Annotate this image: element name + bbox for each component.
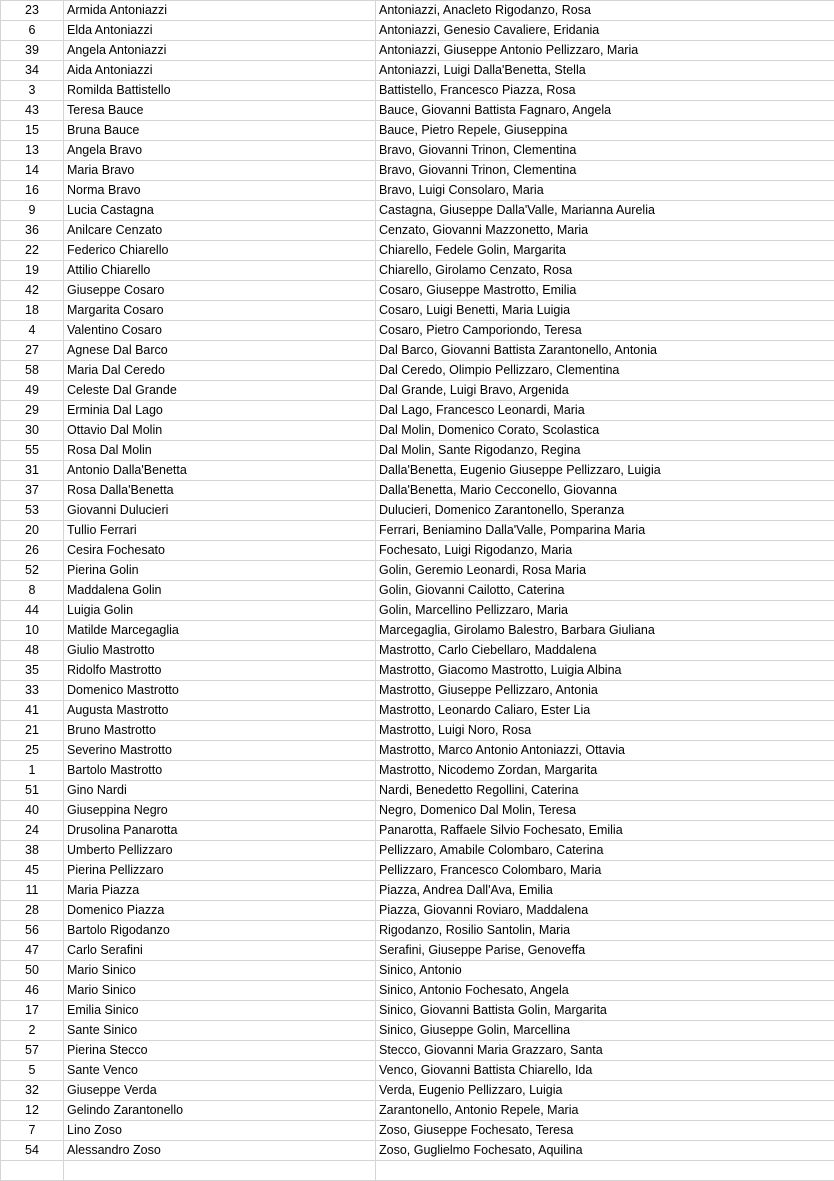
name-cell[interactable]: Lino Zoso bbox=[64, 1121, 376, 1141]
parents-cell[interactable]: Zarantonello, Antonio Repele, Maria bbox=[376, 1101, 834, 1121]
table-row bbox=[1, 241, 834, 261]
parents-cell[interactable]: Dal Ceredo, Olimpio Pellizzaro, Clementina bbox=[376, 361, 834, 381]
table-row bbox=[1, 1141, 834, 1161]
table-row bbox=[1, 281, 834, 301]
table-row bbox=[1, 1061, 834, 1081]
parents-cell[interactable]: Venco, Giovanni Battista Chiarello, Ida bbox=[376, 1061, 834, 1081]
parents-cell[interactable]: Sinico, Antonio bbox=[376, 961, 834, 981]
table-row bbox=[1, 81, 834, 101]
table-row bbox=[1, 701, 834, 721]
parents-cell[interactable]: Dalla'Benetta, Eugenio Giuseppe Pellizzaro, Luigia bbox=[376, 461, 834, 481]
table-row bbox=[1, 761, 834, 781]
table-row bbox=[1, 1101, 834, 1121]
id-cell[interactable]: 48 bbox=[1, 641, 64, 661]
id-cell[interactable]: 9 bbox=[1, 201, 64, 221]
parents-cell[interactable]: Sinico, Giuseppe Golin, Marcellina bbox=[376, 1021, 834, 1041]
parents-cell[interactable]: Chiarello, Fedele Golin, Margarita bbox=[376, 241, 834, 261]
empty-cell[interactable] bbox=[1, 1161, 64, 1181]
name-cell[interactable]: Umberto Pellizzaro bbox=[64, 841, 376, 861]
table-row bbox=[1, 121, 834, 141]
id-cell[interactable]: 31 bbox=[1, 461, 64, 481]
parents-cell[interactable]: Zoso, Giuseppe Fochesato, Teresa bbox=[376, 1121, 834, 1141]
id-cell[interactable]: 36 bbox=[1, 221, 64, 241]
id-cell[interactable]: 25 bbox=[1, 741, 64, 761]
table-row bbox=[1, 901, 834, 921]
name-cell[interactable]: Norma Bravo bbox=[64, 181, 376, 201]
parents-cell[interactable]: Chiarello, Girolamo Cenzato, Rosa bbox=[376, 261, 834, 281]
table-row bbox=[1, 461, 834, 481]
id-cell[interactable]: 40 bbox=[1, 801, 64, 821]
table-row bbox=[1, 521, 834, 541]
table-row bbox=[1, 661, 834, 681]
name-cell[interactable]: Drusolina Panarotta bbox=[64, 821, 376, 841]
parents-cell[interactable]: Stecco, Giovanni Maria Grazzaro, Santa bbox=[376, 1041, 834, 1061]
parents-cell[interactable]: Mastrotto, Giuseppe Pellizzaro, Antonia bbox=[376, 681, 834, 701]
id-cell[interactable]: 43 bbox=[1, 101, 64, 121]
id-cell[interactable]: 29 bbox=[1, 401, 64, 421]
id-cell[interactable]: 15 bbox=[1, 121, 64, 141]
parents-cell[interactable]: Piazza, Giovanni Roviaro, Maddalena bbox=[376, 901, 834, 921]
parents-cell[interactable]: Panarotta, Raffaele Silvio Fochesato, Emilia bbox=[376, 821, 834, 841]
name-cell[interactable]: Antonio Dalla'Benetta bbox=[64, 461, 376, 481]
id-cell[interactable]: 19 bbox=[1, 261, 64, 281]
id-cell[interactable]: 22 bbox=[1, 241, 64, 261]
id-cell[interactable]: 6 bbox=[1, 21, 64, 41]
id-cell[interactable]: 28 bbox=[1, 901, 64, 921]
id-cell[interactable]: 39 bbox=[1, 41, 64, 61]
name-cell[interactable]: Margarita Cosaro bbox=[64, 301, 376, 321]
parents-cell[interactable]: Bravo, Giovanni Trinon, Clementina bbox=[376, 141, 834, 161]
id-cell[interactable]: 53 bbox=[1, 501, 64, 521]
parents-cell[interactable]: Cenzato, Giovanni Mazzonetto, Maria bbox=[376, 221, 834, 241]
parents-cell[interactable]: Bravo, Giovanni Trinon, Clementina bbox=[376, 161, 834, 181]
id-cell[interactable]: 57 bbox=[1, 1041, 64, 1061]
id-cell[interactable]: 52 bbox=[1, 561, 64, 581]
table-row bbox=[1, 841, 834, 861]
table-row bbox=[1, 961, 834, 981]
name-cell[interactable]: Ridolfo Mastrotto bbox=[64, 661, 376, 681]
name-cell[interactable]: Federico Chiarello bbox=[64, 241, 376, 261]
parents-cell[interactable]: Cosaro, Luigi Benetti, Maria Luigia bbox=[376, 301, 834, 321]
name-cell[interactable]: Bartolo Rigodanzo bbox=[64, 921, 376, 941]
id-cell[interactable]: 26 bbox=[1, 541, 64, 561]
parents-cell[interactable]: Dal Molin, Domenico Corato, Scolastica bbox=[376, 421, 834, 441]
table-row bbox=[1, 261, 834, 281]
parents-cell[interactable]: Bauce, Pietro Repele, Giuseppina bbox=[376, 121, 834, 141]
id-cell[interactable]: 1 bbox=[1, 761, 64, 781]
id-cell[interactable]: 7 bbox=[1, 1121, 64, 1141]
name-cell[interactable]: Matilde Marcegaglia bbox=[64, 621, 376, 641]
table-row bbox=[1, 621, 834, 641]
name-cell[interactable]: Alessandro Zoso bbox=[64, 1141, 376, 1161]
id-cell[interactable]: 33 bbox=[1, 681, 64, 701]
table-row bbox=[1, 1081, 834, 1101]
name-cell[interactable]: Giulio Mastrotto bbox=[64, 641, 376, 661]
id-cell[interactable]: 16 bbox=[1, 181, 64, 201]
name-cell[interactable]: Gelindo Zarantonello bbox=[64, 1101, 376, 1121]
table-row bbox=[1, 681, 834, 701]
id-cell[interactable]: 12 bbox=[1, 1101, 64, 1121]
id-cell[interactable]: 21 bbox=[1, 721, 64, 741]
table-row bbox=[1, 501, 834, 521]
name-cell[interactable]: Maria Bravo bbox=[64, 161, 376, 181]
table-row bbox=[1, 601, 834, 621]
parents-cell[interactable]: Sinico, Antonio Fochesato, Angela bbox=[376, 981, 834, 1001]
name-cell[interactable]: Erminia Dal Lago bbox=[64, 401, 376, 421]
table-row bbox=[1, 881, 834, 901]
name-cell[interactable]: Aida Antoniazzi bbox=[64, 61, 376, 81]
name-cell[interactable]: Angela Antoniazzi bbox=[64, 41, 376, 61]
id-cell[interactable]: 45 bbox=[1, 861, 64, 881]
table-row bbox=[1, 801, 834, 821]
id-cell[interactable]: 18 bbox=[1, 301, 64, 321]
empty-cell[interactable] bbox=[376, 1161, 834, 1181]
parents-cell[interactable]: Pellizzaro, Francesco Colombaro, Maria bbox=[376, 861, 834, 881]
name-cell[interactable]: Ottavio Dal Molin bbox=[64, 421, 376, 441]
name-cell[interactable]: Tullio Ferrari bbox=[64, 521, 376, 541]
table-row bbox=[1, 201, 834, 221]
table-row bbox=[1, 61, 834, 81]
id-cell[interactable]: 49 bbox=[1, 381, 64, 401]
name-cell[interactable]: Rosa Dal Molin bbox=[64, 441, 376, 461]
id-cell[interactable]: 38 bbox=[1, 841, 64, 861]
table-row bbox=[1, 561, 834, 581]
name-cell[interactable]: Maddalena Golin bbox=[64, 581, 376, 601]
parents-cell[interactable]: Castagna, Giuseppe Dalla'Valle, Marianna Aurelia bbox=[376, 201, 834, 221]
parents-cell[interactable]: Battistello, Francesco Piazza, Rosa bbox=[376, 81, 834, 101]
name-cell[interactable]: Maria Dal Ceredo bbox=[64, 361, 376, 381]
id-cell[interactable]: 14 bbox=[1, 161, 64, 181]
name-cell[interactable]: Severino Mastrotto bbox=[64, 741, 376, 761]
parents-cell[interactable]: Dal Molin, Sante Rigodanzo, Regina bbox=[376, 441, 834, 461]
empty-cell[interactable] bbox=[64, 1161, 376, 1181]
name-cell[interactable]: Carlo Serafini bbox=[64, 941, 376, 961]
parents-cell[interactable]: Mastrotto, Marco Antonio Antoniazzi, Ottavia bbox=[376, 741, 834, 761]
parents-cell[interactable]: Mastrotto, Nicodemo Zordan, Margarita bbox=[376, 761, 834, 781]
table-row bbox=[1, 401, 834, 421]
table-row bbox=[1, 821, 834, 841]
name-cell[interactable]: Angela Bravo bbox=[64, 141, 376, 161]
id-cell[interactable]: 11 bbox=[1, 881, 64, 901]
table-row bbox=[1, 161, 834, 181]
parents-cell[interactable]: Sinico, Giovanni Battista Golin, Margarita bbox=[376, 1001, 834, 1021]
id-cell[interactable]: 44 bbox=[1, 601, 64, 621]
id-cell[interactable]: 54 bbox=[1, 1141, 64, 1161]
parents-cell[interactable]: Antoniazzi, Luigi Dalla'Benetta, Stella bbox=[376, 61, 834, 81]
name-cell[interactable]: Attilio Chiarello bbox=[64, 261, 376, 281]
parents-cell[interactable]: Nardi, Benedetto Regollini, Caterina bbox=[376, 781, 834, 801]
table-row bbox=[1, 421, 834, 441]
name-cell[interactable]: Mario Sinico bbox=[64, 981, 376, 1001]
table-row bbox=[1, 321, 834, 341]
table-row bbox=[1, 301, 834, 321]
table-row bbox=[1, 541, 834, 561]
name-cell[interactable]: Pierina Stecco bbox=[64, 1041, 376, 1061]
parents-cell[interactable]: Cosaro, Giuseppe Mastrotto, Emilia bbox=[376, 281, 834, 301]
table-row bbox=[1, 181, 834, 201]
name-cell[interactable]: Elda Antoniazzi bbox=[64, 21, 376, 41]
table-row bbox=[1, 1, 834, 21]
table-row bbox=[1, 981, 834, 1001]
name-cell[interactable]: Bartolo Mastrotto bbox=[64, 761, 376, 781]
table-row bbox=[1, 941, 834, 961]
table-row bbox=[1, 1121, 834, 1141]
id-cell[interactable]: 50 bbox=[1, 961, 64, 981]
parents-cell[interactable]: Dalla'Benetta, Mario Cecconello, Giovanna bbox=[376, 481, 834, 501]
id-cell[interactable]: 37 bbox=[1, 481, 64, 501]
table-row bbox=[1, 1041, 834, 1061]
parents-cell[interactable]: Fochesato, Luigi Rigodanzo, Maria bbox=[376, 541, 834, 561]
id-cell[interactable]: 56 bbox=[1, 921, 64, 941]
name-cell[interactable]: Celeste Dal Grande bbox=[64, 381, 376, 401]
parents-cell[interactable]: Golin, Giovanni Cailotto, Caterina bbox=[376, 581, 834, 601]
parents-cell[interactable]: Golin, Marcellino Pellizzaro, Maria bbox=[376, 601, 834, 621]
table-row bbox=[1, 781, 834, 801]
id-cell[interactable]: 3 bbox=[1, 81, 64, 101]
name-cell[interactable]: Sante Venco bbox=[64, 1061, 376, 1081]
name-cell[interactable]: Pierina Pellizzaro bbox=[64, 861, 376, 881]
table-row bbox=[1, 361, 834, 381]
name-cell[interactable]: Giuseppe Cosaro bbox=[64, 281, 376, 301]
name-cell[interactable]: Romilda Battistello bbox=[64, 81, 376, 101]
id-cell[interactable]: 13 bbox=[1, 141, 64, 161]
name-cell[interactable]: Anilcare Cenzato bbox=[64, 221, 376, 241]
table-row bbox=[1, 641, 834, 661]
parents-cell[interactable]: Pellizzaro, Amabile Colombaro, Caterina bbox=[376, 841, 834, 861]
parents-cell[interactable]: Mastrotto, Leonardo Caliaro, Ester Lia bbox=[376, 701, 834, 721]
id-cell[interactable]: 10 bbox=[1, 621, 64, 641]
name-cell[interactable]: Lucia Castagna bbox=[64, 201, 376, 221]
table-row bbox=[1, 341, 834, 361]
grid-body bbox=[1, 1, 834, 1181]
table-row bbox=[1, 481, 834, 501]
parents-cell[interactable]: Dal Lago, Francesco Leonardi, Maria bbox=[376, 401, 834, 421]
parents-cell[interactable]: Verda, Eugenio Pellizzaro, Luigia bbox=[376, 1081, 834, 1101]
name-cell[interactable]: Domenico Mastrotto bbox=[64, 681, 376, 701]
parents-cell[interactable]: Negro, Domenico Dal Molin, Teresa bbox=[376, 801, 834, 821]
id-cell[interactable]: 58 bbox=[1, 361, 64, 381]
name-cell[interactable]: Cesira Fochesato bbox=[64, 541, 376, 561]
table-row bbox=[1, 221, 834, 241]
table-row bbox=[1, 141, 834, 161]
name-cell[interactable]: Emilia Sinico bbox=[64, 1001, 376, 1021]
name-cell[interactable]: Maria Piazza bbox=[64, 881, 376, 901]
id-cell[interactable]: 32 bbox=[1, 1081, 64, 1101]
parents-cell[interactable]: Dal Barco, Giovanni Battista Zarantonello, Antonia bbox=[376, 341, 834, 361]
table-row bbox=[1, 741, 834, 761]
name-cell[interactable]: Luigia Golin bbox=[64, 601, 376, 621]
empty-row bbox=[1, 1161, 834, 1181]
parents-cell[interactable]: Serafini, Giuseppe Parise, Genoveffa bbox=[376, 941, 834, 961]
table-row bbox=[1, 381, 834, 401]
id-cell[interactable]: 8 bbox=[1, 581, 64, 601]
name-cell[interactable]: Pierina Golin bbox=[64, 561, 376, 581]
parents-cell[interactable]: Mastrotto, Carlo Ciebellaro, Maddalena bbox=[376, 641, 834, 661]
name-cell[interactable]: Armida Antoniazzi bbox=[64, 1, 376, 21]
name-cell[interactable]: Sante Sinico bbox=[64, 1021, 376, 1041]
table-row bbox=[1, 581, 834, 601]
id-cell[interactable]: 20 bbox=[1, 521, 64, 541]
id-cell[interactable]: 4 bbox=[1, 321, 64, 341]
id-cell[interactable]: 35 bbox=[1, 661, 64, 681]
parents-cell[interactable]: Antoniazzi, Giuseppe Antonio Pellizzaro, Maria bbox=[376, 41, 834, 61]
parents-cell[interactable]: Cosaro, Pietro Camporiondo, Teresa bbox=[376, 321, 834, 341]
id-cell[interactable]: 24 bbox=[1, 821, 64, 841]
id-cell[interactable]: 34 bbox=[1, 61, 64, 81]
table-row bbox=[1, 921, 834, 941]
table-row bbox=[1, 101, 834, 121]
id-cell[interactable]: 41 bbox=[1, 701, 64, 721]
id-cell[interactable]: 17 bbox=[1, 1001, 64, 1021]
name-cell[interactable]: Giuseppe Verda bbox=[64, 1081, 376, 1101]
parents-cell[interactable]: Dulucieri, Domenico Zarantonello, Speranza bbox=[376, 501, 834, 521]
table-row bbox=[1, 21, 834, 41]
id-cell[interactable]: 5 bbox=[1, 1061, 64, 1081]
name-cell[interactable]: Valentino Cosaro bbox=[64, 321, 376, 341]
id-cell[interactable]: 47 bbox=[1, 941, 64, 961]
parents-cell[interactable]: Ferrari, Beniamino Dalla'Valle, Pomparina Maria bbox=[376, 521, 834, 541]
name-cell[interactable]: Giovanni Dulucieri bbox=[64, 501, 376, 521]
name-cell[interactable]: Augusta Mastrotto bbox=[64, 701, 376, 721]
table-row bbox=[1, 1001, 834, 1021]
id-cell[interactable]: 27 bbox=[1, 341, 64, 361]
parents-cell[interactable]: Golin, Geremio Leonardi, Rosa Maria bbox=[376, 561, 834, 581]
name-cell[interactable]: Bruna Bauce bbox=[64, 121, 376, 141]
parents-cell[interactable]: Zoso, Guglielmo Fochesato, Aquilina bbox=[376, 1141, 834, 1161]
parents-cell[interactable]: Rigodanzo, Rosilio Santolin, Maria bbox=[376, 921, 834, 941]
name-cell[interactable]: Mario Sinico bbox=[64, 961, 376, 981]
id-cell[interactable]: 30 bbox=[1, 421, 64, 441]
parents-cell[interactable]: Dal Grande, Luigi Bravo, Argenida bbox=[376, 381, 834, 401]
parents-cell[interactable]: Bauce, Giovanni Battista Fagnaro, Angela bbox=[376, 101, 834, 121]
id-cell[interactable]: 42 bbox=[1, 281, 64, 301]
table-row bbox=[1, 441, 834, 461]
id-cell[interactable]: 55 bbox=[1, 441, 64, 461]
table-row bbox=[1, 721, 834, 741]
parents-cell[interactable]: Mastrotto, Luigi Noro, Rosa bbox=[376, 721, 834, 741]
parents-cell[interactable]: Marcegaglia, Girolamo Balestro, Barbara Giuliana bbox=[376, 621, 834, 641]
table-row bbox=[1, 861, 834, 881]
table-row bbox=[1, 41, 834, 61]
id-cell[interactable]: 51 bbox=[1, 781, 64, 801]
parents-cell[interactable]: Antoniazzi, Genesio Cavaliere, Eridania bbox=[376, 21, 834, 41]
parents-cell[interactable]: Antoniazzi, Anacleto Rigodanzo, Rosa bbox=[376, 1, 834, 21]
id-cell[interactable]: 23 bbox=[1, 1, 64, 21]
parents-cell[interactable]: Bravo, Luigi Consolaro, Maria bbox=[376, 181, 834, 201]
id-cell[interactable]: 46 bbox=[1, 981, 64, 1001]
name-cell[interactable]: Rosa Dalla'Benetta bbox=[64, 481, 376, 501]
name-cell[interactable]: Bruno Mastrotto bbox=[64, 721, 376, 741]
name-cell[interactable]: Gino Nardi bbox=[64, 781, 376, 801]
parents-cell[interactable]: Piazza, Andrea Dall'Ava, Emilia bbox=[376, 881, 834, 901]
name-cell[interactable]: Agnese Dal Barco bbox=[64, 341, 376, 361]
name-cell[interactable]: Giuseppina Negro bbox=[64, 801, 376, 821]
name-cell[interactable]: Domenico Piazza bbox=[64, 901, 376, 921]
parents-cell[interactable]: Mastrotto, Giacomo Mastrotto, Luigia Albina bbox=[376, 661, 834, 681]
name-cell[interactable]: Teresa Bauce bbox=[64, 101, 376, 121]
table-row bbox=[1, 1021, 834, 1041]
id-cell[interactable]: 2 bbox=[1, 1021, 64, 1041]
